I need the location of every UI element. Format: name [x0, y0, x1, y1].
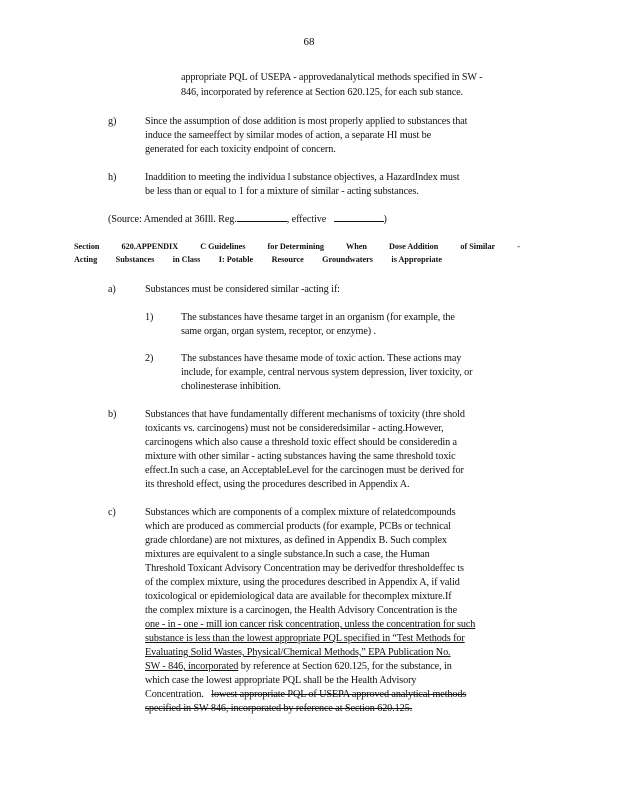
heading-word: C Guidelines — [200, 242, 246, 251]
heading-word: I: Potable — [218, 255, 254, 264]
page-number: 68 — [303, 36, 315, 48]
item-h-line-2: be less than or equal to 1 for a mixture of similar - acting substances. — [145, 186, 419, 197]
heading-word: Acting — [74, 255, 98, 264]
item-h-line-1: Inaddition to meeting the individua l substance objectives, a HazardIndex must — [145, 172, 460, 183]
heading-word: for Determining — [267, 242, 324, 251]
item-c-line-5: Threshold Toxicant Advisory Concentration may be derivedfor thresholdeffec ts — [145, 563, 464, 574]
source-note — [108, 212, 387, 226]
item-c-deleted-line: specified in SW 846, incorporated by reference at Section 620.125. — [145, 703, 413, 714]
item-g-line-1: Since the assumption of dose addition is most properly applied to substances that — [145, 116, 468, 127]
item-c-line-12-tail: by reference at Section 620.125, for the substance, in — [238, 661, 452, 672]
item-a2-line-1: The substances have thesame mode of toxic action. These actions may — [181, 353, 462, 364]
item-c-inserted-line-3: Evaluating Solid Wastes, Physical/Chemical Methods,” EPA Publication No. — [145, 647, 451, 658]
appendix-heading-line-2 — [74, 253, 442, 266]
item-a2-line-2: include, for example, central nervous system depression, liver toxicity, or — [181, 367, 473, 378]
item-c-line-14 — [145, 688, 466, 701]
source-note-middle: , effective — [286, 214, 327, 225]
item-b-line-2: toxicants vs. carcinogens) must not be consideredsimilar - acting.However, — [145, 423, 444, 434]
heading-word: 620.APPENDIX — [121, 242, 179, 251]
register-blank — [237, 212, 287, 222]
heading-word: Section — [74, 242, 100, 251]
heading-word: in Class — [172, 255, 201, 264]
item-c-line-3: grade chlordane) are not mixtures, as defined in Appendix B. Such complex — [145, 535, 447, 546]
item-b-label: b) — [108, 409, 117, 420]
item-b-line-6: its threshold effect, using the procedures described in Appendix A. — [145, 479, 410, 490]
item-c-inserted-line-2: substance is less than the lowest appropriate PQL specified in “Test Methods for — [145, 633, 465, 644]
heading-word: Dose Addition — [388, 242, 439, 251]
item-a2-line-3: cholinesterase inhibition. — [181, 381, 281, 392]
item-c-deleted-fragment: lowest appropriate PQL of USEPA approved analytical methods — [211, 689, 467, 700]
heading-word: of Similar — [460, 242, 496, 251]
appendix-heading-line-1 — [74, 240, 520, 253]
item-c-line-2: which are produced as commercial products (for example, PCBs or technical — [145, 521, 451, 532]
item-c-inserted-fragment: SW - 846, incorporated — [145, 661, 239, 672]
heading-word: Resource — [271, 255, 304, 264]
item-h-label: h) — [108, 172, 117, 183]
item-b-line-5: effect.In such a case, an AcceptableLevel for the carcinogen must be derived for — [145, 465, 464, 476]
item-c-line-7: toxicological or epidemiological data are available for thecomplex mixture.If — [145, 591, 452, 602]
source-note-suffix: ) — [383, 214, 387, 225]
item-g-line-2: induce the sameeffect by similar modes of action, a separate HI must be — [145, 130, 432, 141]
item-g-line-3: generated for each toxicity endpoint of concern. — [145, 144, 336, 155]
heading-word: is Appropriate — [391, 255, 442, 264]
item-c-line-6: of the complex mixture, using the procedures described in Appendix A, if valid — [145, 577, 460, 588]
effective-date-blank — [334, 212, 384, 222]
item-a1-line-2: same organ, organ system, receptor, or enzyme) . — [181, 326, 376, 337]
item-c-line-4: mixtures are equivalent to a single substance.In such a case, the Human — [145, 549, 430, 560]
heading-word: - — [517, 242, 520, 251]
item-c-line-12 — [145, 660, 452, 673]
item-c-line-13: which case the lowest appropriate PQL shall be the Health Advisory — [145, 675, 417, 686]
item-b-line-4: mixture with other similar - acting substances having the same threshold toxic — [145, 451, 456, 462]
continuation-line-2: 846, incorporated by reference at Section 620.125, for each sub stance. — [181, 87, 464, 98]
item-c-inserted-line-1: one - in - one - mill ion cancer risk concentration, unless the concentration for such — [145, 619, 476, 630]
item-a1-line-1: The substances have thesame target in an organism (for example, the — [181, 312, 455, 323]
item-b-line-3: carcinogens which also cause a threshold toxic effect should be consideredin a — [145, 437, 457, 448]
item-a1-label: 1) — [145, 312, 154, 323]
heading-word: Substances — [115, 255, 155, 264]
item-b-line-1: Substances that have fundamentally different mechanisms of toxicity (thre shold — [145, 409, 465, 420]
item-c-line-14-text: Concentration. — [145, 689, 204, 700]
heading-word: When — [346, 242, 367, 251]
item-c-line-8: the complex mixture is a carcinogen, the Health Advisory Concentration is the — [145, 605, 457, 616]
source-note-prefix: (Source: Amended at 36Ill. Reg. — [108, 214, 237, 225]
item-g-label: g) — [108, 116, 117, 127]
item-c-label: c) — [108, 507, 116, 518]
item-a2-label: 2) — [145, 353, 154, 364]
item-a-label: a) — [108, 284, 116, 295]
continuation-line-1: appropriate PQL of USEPA - approvedanalytical methods specified in SW - — [181, 72, 483, 83]
item-c-line-1: Substances which are components of a complex mixture of relatedcompounds — [145, 507, 456, 518]
item-a-text: Substances must be considered similar -acting if: — [145, 284, 340, 295]
heading-word: Groundwaters — [322, 255, 373, 264]
